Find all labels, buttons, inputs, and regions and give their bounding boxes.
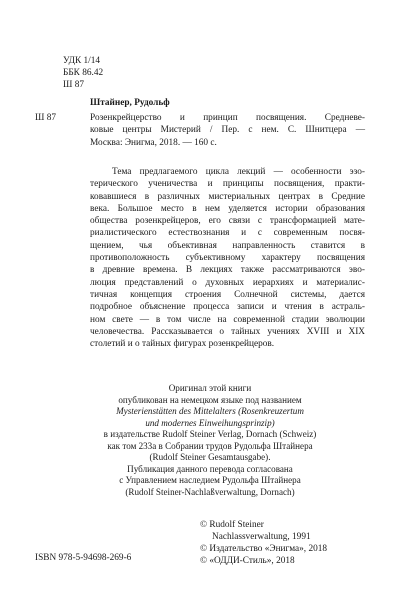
- original-title-line: Mysterienstätten des Mittelalters (Rosenkreuzertum: [116, 406, 304, 416]
- copyright-line: Nachlassverwaltung, 1991: [212, 532, 311, 542]
- original-note-line: с Управлением наследием Рудольфа Штайнера: [119, 475, 301, 485]
- copyright-line: © «ОДДИ-Стиль», 2018: [200, 556, 295, 566]
- annotation-line: ном свете — в том числе на современной стадии эволюции: [90, 314, 365, 325]
- annotation-line: ковавшиеся в различных мистериальных центрах в Средние: [90, 191, 365, 202]
- bibliographic-record: [90, 112, 365, 149]
- annotation-line: риалистического естествознания и с современным посвя-: [90, 228, 365, 239]
- original-note-line: (Rudolf Steiner Gesamtausgabe).: [149, 452, 271, 462]
- isbn: ISBN 978-5-94698-269-6: [35, 553, 132, 563]
- bib-line: ковые центры Мистерий / Пер. с нем. С. Шнитцера —: [90, 125, 365, 136]
- annotation-line: в древние времена. В лекциях также рассматриваются эво-: [90, 265, 365, 276]
- copyright-line: © Rudolf Steiner: [200, 520, 264, 530]
- annotation-line: тичная концепция строения Солнечной системы, дается: [90, 289, 365, 300]
- original-note-line: как том 233а в Собрании трудов Рудольфа Штайнера: [107, 440, 313, 451]
- original-title-line: und modernes Einweihungsprinzip): [145, 417, 275, 428]
- original-edition-note: [60, 383, 360, 498]
- original-note-line: Оригинал этой книги: [168, 383, 252, 393]
- annotation-line: века. Большое место в нем уделяется истории образования: [90, 203, 365, 214]
- original-note-line: Публикация данного перевода согласована: [127, 463, 293, 474]
- annotation-line: противоположность субъективному характеру посвящения: [90, 253, 365, 264]
- bbk-code: ББК 86.42: [63, 68, 104, 78]
- original-note-line: (Rudolf Steiner-Nachlaßverwaltung, Dornach): [125, 486, 295, 497]
- bib-line: Розенкрейцерство и принцип посвящения. Средневе-: [90, 113, 365, 123]
- annotation-line: человечества. Рассказывается о тайных учениях XVIII и XIX: [90, 326, 365, 337]
- annotation-line: подробное объяснение процесса записи и чтения в астраль-: [90, 302, 365, 313]
- annotation-line: общества розенкрейцеров, его связи с трансформацией мате-: [90, 216, 365, 227]
- copyright-line: © Издательство «Энигма», 2018: [200, 544, 328, 554]
- annotation-line: столетий и о тайных фигурах розенкрейцеров.: [90, 339, 275, 350]
- bib-line: Москва: Энигма, 2018. — 160 с.: [90, 137, 217, 148]
- udk-code: УДК 1/14: [63, 56, 101, 66]
- annotation: [90, 166, 365, 350]
- annotation-line: щением, чья объективная направленность ставится в: [90, 240, 365, 251]
- original-note-line: опубликован на немецком языке под названием: [118, 394, 302, 405]
- side-author-code: Ш 87: [35, 113, 56, 123]
- author-code: Ш 87: [63, 80, 84, 90]
- author-heading: Штайнер, Рудольф: [90, 98, 170, 108]
- annotation-line: люция представлений о духовных иерархиях и материалис-: [90, 277, 365, 288]
- original-note-line: в издательстве Rudolf Steiner Verlag, Dornach (Schweiz): [103, 429, 317, 439]
- annotation-line: Тема предлагаемого цикла лекций — особенности эзо-: [112, 167, 365, 177]
- annotation-line: терического ученичества и принципы посвящения, практи-: [90, 179, 365, 190]
